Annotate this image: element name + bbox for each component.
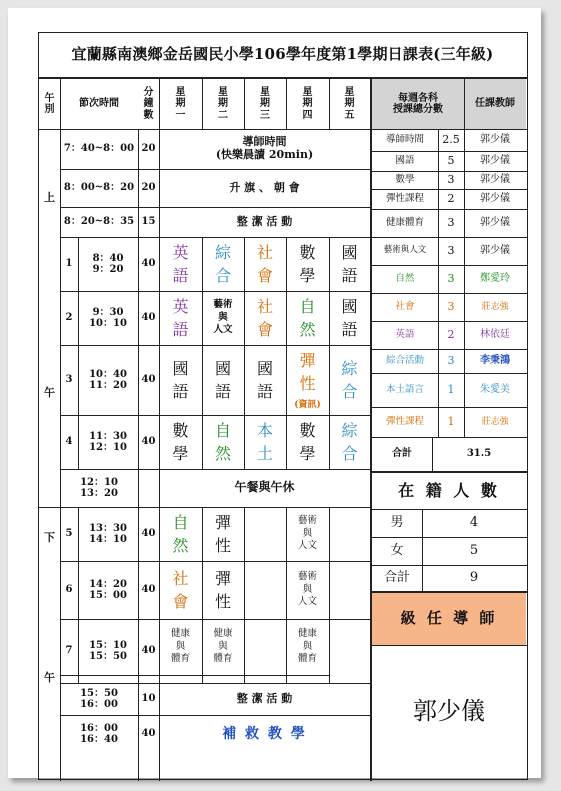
page — [8, 8, 541, 778]
grid-line — [329, 507, 330, 683]
min-cleaning-am: 15 — [141, 216, 156, 228]
period-time-5: 13：30 14：10 — [89, 522, 127, 545]
class-wed-p2: 社 會 — [256, 296, 273, 339]
grid-line — [60, 79, 61, 781]
grid-line — [60, 291, 370, 292]
summary-teacher-2: 郭少儀 — [480, 174, 510, 186]
grid-line — [370, 591, 527, 593]
class-mon-p1: 英 語 — [172, 242, 189, 285]
grid-line — [370, 293, 527, 294]
segment-afternoon-top: 下 — [44, 530, 55, 544]
class-mon-p4: 數 學 — [172, 420, 189, 463]
grid-line — [370, 537, 527, 538]
time-assembly: 8：00~8：20 — [63, 182, 135, 194]
header-day-wed: 星 期 三 — [260, 86, 270, 121]
grid-line — [286, 675, 329, 676]
segment-morning-top: 上 — [44, 190, 55, 204]
min-homeroom: 20 — [141, 143, 156, 155]
grid-line — [432, 437, 433, 471]
class-wed-p1: 社 會 — [256, 242, 273, 285]
class-wed-p3: 國 語 — [256, 358, 273, 401]
period-number-2: 2 — [65, 312, 73, 324]
class-thu-p2: 自 然 — [299, 296, 316, 339]
enrollment-title: 在 籍 人 數 — [398, 480, 500, 500]
grid-line — [286, 79, 287, 129]
header-day-tue: 星 期 二 — [218, 86, 228, 121]
enrollment-value-male: 4 — [469, 514, 479, 530]
summary-teacher-3: 郭少儀 — [480, 193, 510, 205]
grid-line — [60, 415, 370, 416]
summary-subject-8: 英語 — [395, 328, 415, 340]
grid-line — [370, 209, 527, 210]
grid-line — [138, 129, 139, 781]
period-number-7: 7 — [65, 645, 73, 657]
class-tue-p7: 健康 與 體育 — [213, 627, 233, 665]
grid-line — [370, 265, 527, 266]
segment-afternoon-bottom: 午 — [44, 670, 55, 684]
grid-line — [370, 189, 527, 190]
grid-line — [60, 675, 286, 676]
activity-lunch: 午餐與午休 — [234, 480, 295, 495]
summary-count-9: 3 — [447, 353, 455, 367]
grid-line — [370, 129, 527, 130]
time-homeroom: 7：40~8：00 — [63, 143, 135, 155]
header-minutes: 分 鐘 數 — [143, 86, 154, 121]
class-thu-p6: 藝術 與 人文 — [297, 570, 317, 608]
class-fri-p1: 國 語 — [341, 242, 358, 285]
grid-line — [60, 207, 370, 208]
class-tue-p3: 國 語 — [214, 358, 231, 401]
summary-total-label: 合計 — [392, 448, 412, 460]
grid-line — [370, 565, 527, 566]
grid-line — [60, 469, 370, 470]
class-thu-p3: 彈 性 — [299, 350, 316, 393]
class-tue-p1: 綜 合 — [214, 242, 231, 285]
summary-count-7: 3 — [447, 299, 455, 313]
class-mon-p5: 自 然 — [172, 512, 189, 555]
grid-line — [60, 169, 370, 170]
summary-subject-7: 社會 — [395, 300, 415, 312]
summary-subject-0: 導師時間 — [385, 133, 424, 145]
activity-homeroom: 導師時間 (快樂晨讀 20min) — [215, 135, 314, 161]
period-time-7: 15：10 15：50 — [89, 639, 127, 662]
period-min-2: 40 — [141, 312, 156, 324]
period-min-1: 40 — [141, 258, 156, 270]
period-min-6: 40 — [141, 584, 156, 596]
min-remedial: 40 — [141, 728, 156, 740]
grid-line — [78, 507, 79, 683]
header-day-thu: 星 期 四 — [302, 86, 313, 121]
class-mon-p6: 社 會 — [172, 568, 189, 611]
summary-count-11: 1 — [447, 414, 455, 428]
grid-line — [60, 561, 370, 562]
class-tue-p6: 彈 性 — [214, 568, 231, 611]
grid-line — [244, 507, 245, 683]
grid-line — [60, 619, 370, 620]
enrollment-label-female: 女 — [390, 542, 404, 558]
class-fri-p3: 綜 合 — [341, 358, 358, 401]
class-thu-p5: 藝術 與 人文 — [297, 514, 317, 552]
activity-assembly: 升 旗 、 朝 會 — [229, 180, 300, 194]
period-min-5: 40 — [141, 528, 156, 540]
class-tue-p4: 自 然 — [214, 420, 231, 463]
grid-line — [60, 683, 370, 684]
summary-subject-11: 彈性課程 — [385, 415, 424, 427]
summary-count-1: 5 — [447, 153, 455, 167]
period-number-1: 1 — [65, 258, 73, 270]
grid-line — [286, 507, 287, 683]
grid-line — [329, 237, 330, 469]
summary-subject-2: 數學 — [395, 173, 415, 185]
timetable-sheet — [38, 32, 528, 780]
time-cleaning-am: 8：20~8：35 — [63, 216, 135, 228]
header-day-mon: 星 期 一 — [175, 86, 186, 121]
min-cleaning-pm: 10 — [141, 693, 156, 705]
summary-count-2: 3 — [447, 172, 455, 186]
grid-line — [159, 79, 160, 781]
enrollment-label-total: 合計 — [383, 569, 410, 585]
grid-line — [244, 237, 245, 469]
period-number-5: 5 — [65, 528, 73, 540]
header-day-fri: 星 期 五 — [344, 86, 355, 121]
summary-subject-9: 綜合活動 — [385, 354, 424, 366]
min-assembly: 20 — [141, 182, 156, 194]
grid-line — [370, 77, 372, 781]
enrollment-value-female: 5 — [469, 542, 479, 558]
grid-line — [286, 237, 287, 469]
summary-subject-5: 藝術與人文 — [383, 245, 427, 256]
period-time-4: 11：30 12：10 — [89, 430, 127, 453]
summary-count-4: 3 — [447, 215, 455, 229]
class-fri-p4: 綜 合 — [341, 420, 358, 463]
header-segment: 午 別 — [44, 92, 55, 115]
period-min-4: 40 — [141, 436, 156, 448]
grid-line — [370, 437, 527, 438]
summary-subject-6: 自然 — [395, 272, 415, 284]
grid-line — [438, 129, 439, 437]
segment-morning-bottom: 午 — [44, 385, 55, 399]
grid-line — [464, 79, 465, 437]
summary-teacher-0: 郭少儀 — [480, 134, 510, 146]
grid-line — [202, 507, 203, 683]
time-remedial: 16：00 16：40 — [80, 722, 118, 745]
period-min-3: 40 — [141, 374, 156, 386]
period-time-3: 10：40 11：20 — [89, 368, 127, 391]
grid-line — [244, 79, 245, 129]
homeroom-teacher-name: 郭少儀 — [413, 697, 485, 726]
grid-line — [202, 79, 203, 129]
summary-teacher-11: 莊志強 — [481, 416, 509, 427]
time-lunch: 12：10 13：20 — [80, 476, 118, 499]
grid-line — [370, 471, 527, 473]
class-thu-p7: 健康 與 體育 — [297, 627, 317, 665]
summary-total-value: 31.5 — [466, 448, 492, 460]
grid-line — [202, 237, 203, 469]
page-title: 宜蘭縣南澳鄉金岳國民小學106學年度第1學期日課表(三年級) — [71, 45, 494, 64]
grid-line — [370, 237, 527, 238]
enrollment-value-total: 9 — [469, 569, 479, 585]
class-thu-p1: 數 學 — [299, 242, 316, 285]
summary-count-0: 2.5 — [442, 132, 460, 146]
homeroom-teacher-title: 級 任 導 師 — [372, 593, 526, 645]
grid-line — [370, 645, 527, 646]
time-cleaning-pm: 15：50 16：00 — [80, 687, 118, 710]
grid-line — [60, 345, 370, 346]
summary-teacher-8: 林依廷 — [480, 329, 510, 341]
activity-cleaning-pm: 整 潔 活 動 — [236, 691, 293, 705]
grid-line — [370, 151, 527, 152]
period-time-2: 9：30 10：10 — [89, 306, 127, 329]
summary-teacher-9: 李秉鴻 — [480, 355, 510, 367]
summary-teacher-6: 鄭愛玲 — [480, 273, 510, 285]
class-thu-p4: 數 學 — [299, 420, 316, 463]
summary-header-teacher: 任課教師 — [464, 79, 526, 129]
grid-line — [39, 129, 370, 130]
class-mon-p7: 健康 與 體育 — [170, 627, 190, 665]
grid-line — [60, 715, 370, 716]
summary-subject-4: 健康體育 — [385, 216, 424, 228]
grid-line — [329, 79, 330, 129]
class-wed-p4: 本 土 — [256, 420, 273, 463]
summary-teacher-4: 郭少儀 — [480, 217, 510, 229]
grid-line — [370, 321, 527, 322]
class-tue-p5: 彈 性 — [214, 512, 231, 555]
summary-count-10: 1 — [447, 382, 455, 396]
period-number-6: 6 — [65, 584, 73, 596]
summary-teacher-1: 郭少儀 — [480, 155, 510, 167]
period-number-4: 4 — [65, 436, 73, 448]
summary-subject-3: 彈性課程 — [385, 192, 424, 204]
grid-line — [370, 171, 527, 172]
grid-line — [370, 373, 527, 374]
grid-line — [370, 349, 527, 350]
enrollment-label-male: 男 — [390, 514, 404, 530]
summary-teacher-10: 朱愛美 — [480, 384, 510, 396]
summary-teacher-7: 莊志強 — [481, 301, 509, 312]
class-mon-p3: 國 語 — [172, 358, 189, 401]
activity-remedial: 補 救 教 學 — [222, 725, 307, 742]
summary-count-6: 3 — [447, 271, 455, 285]
class-thu-p3-note: (資訊) — [294, 399, 321, 410]
summary-header-subject: 每週各科 授課總分數 — [372, 79, 464, 129]
grid-line — [78, 237, 79, 469]
period-number-3: 3 — [65, 374, 73, 386]
grid-line — [370, 509, 527, 510]
header-period: 節次時間 — [79, 98, 119, 110]
summary-teacher-5: 郭少儀 — [480, 245, 510, 257]
grid-line — [60, 237, 370, 238]
class-fri-p2: 國 語 — [341, 296, 358, 339]
grid-line — [370, 407, 527, 408]
period-time-1: 8：40 9：20 — [92, 252, 124, 275]
summary-count-3: 2 — [447, 191, 455, 205]
summary-count-5: 3 — [447, 243, 455, 257]
grid-line — [39, 77, 527, 79]
class-tue-p2: 藝術 與 人文 — [213, 298, 233, 336]
summary-subject-1: 國語 — [395, 154, 415, 166]
period-time-6: 14：20 15：00 — [89, 578, 127, 601]
class-mon-p2: 英 語 — [172, 296, 189, 339]
summary-subject-10: 本土語言 — [385, 383, 424, 395]
period-min-7: 40 — [141, 645, 156, 657]
grid-line — [39, 507, 370, 508]
summary-count-8: 2 — [447, 327, 455, 341]
grid-line — [422, 509, 423, 591]
activity-cleaning-am: 整 潔 活 動 — [236, 214, 293, 228]
